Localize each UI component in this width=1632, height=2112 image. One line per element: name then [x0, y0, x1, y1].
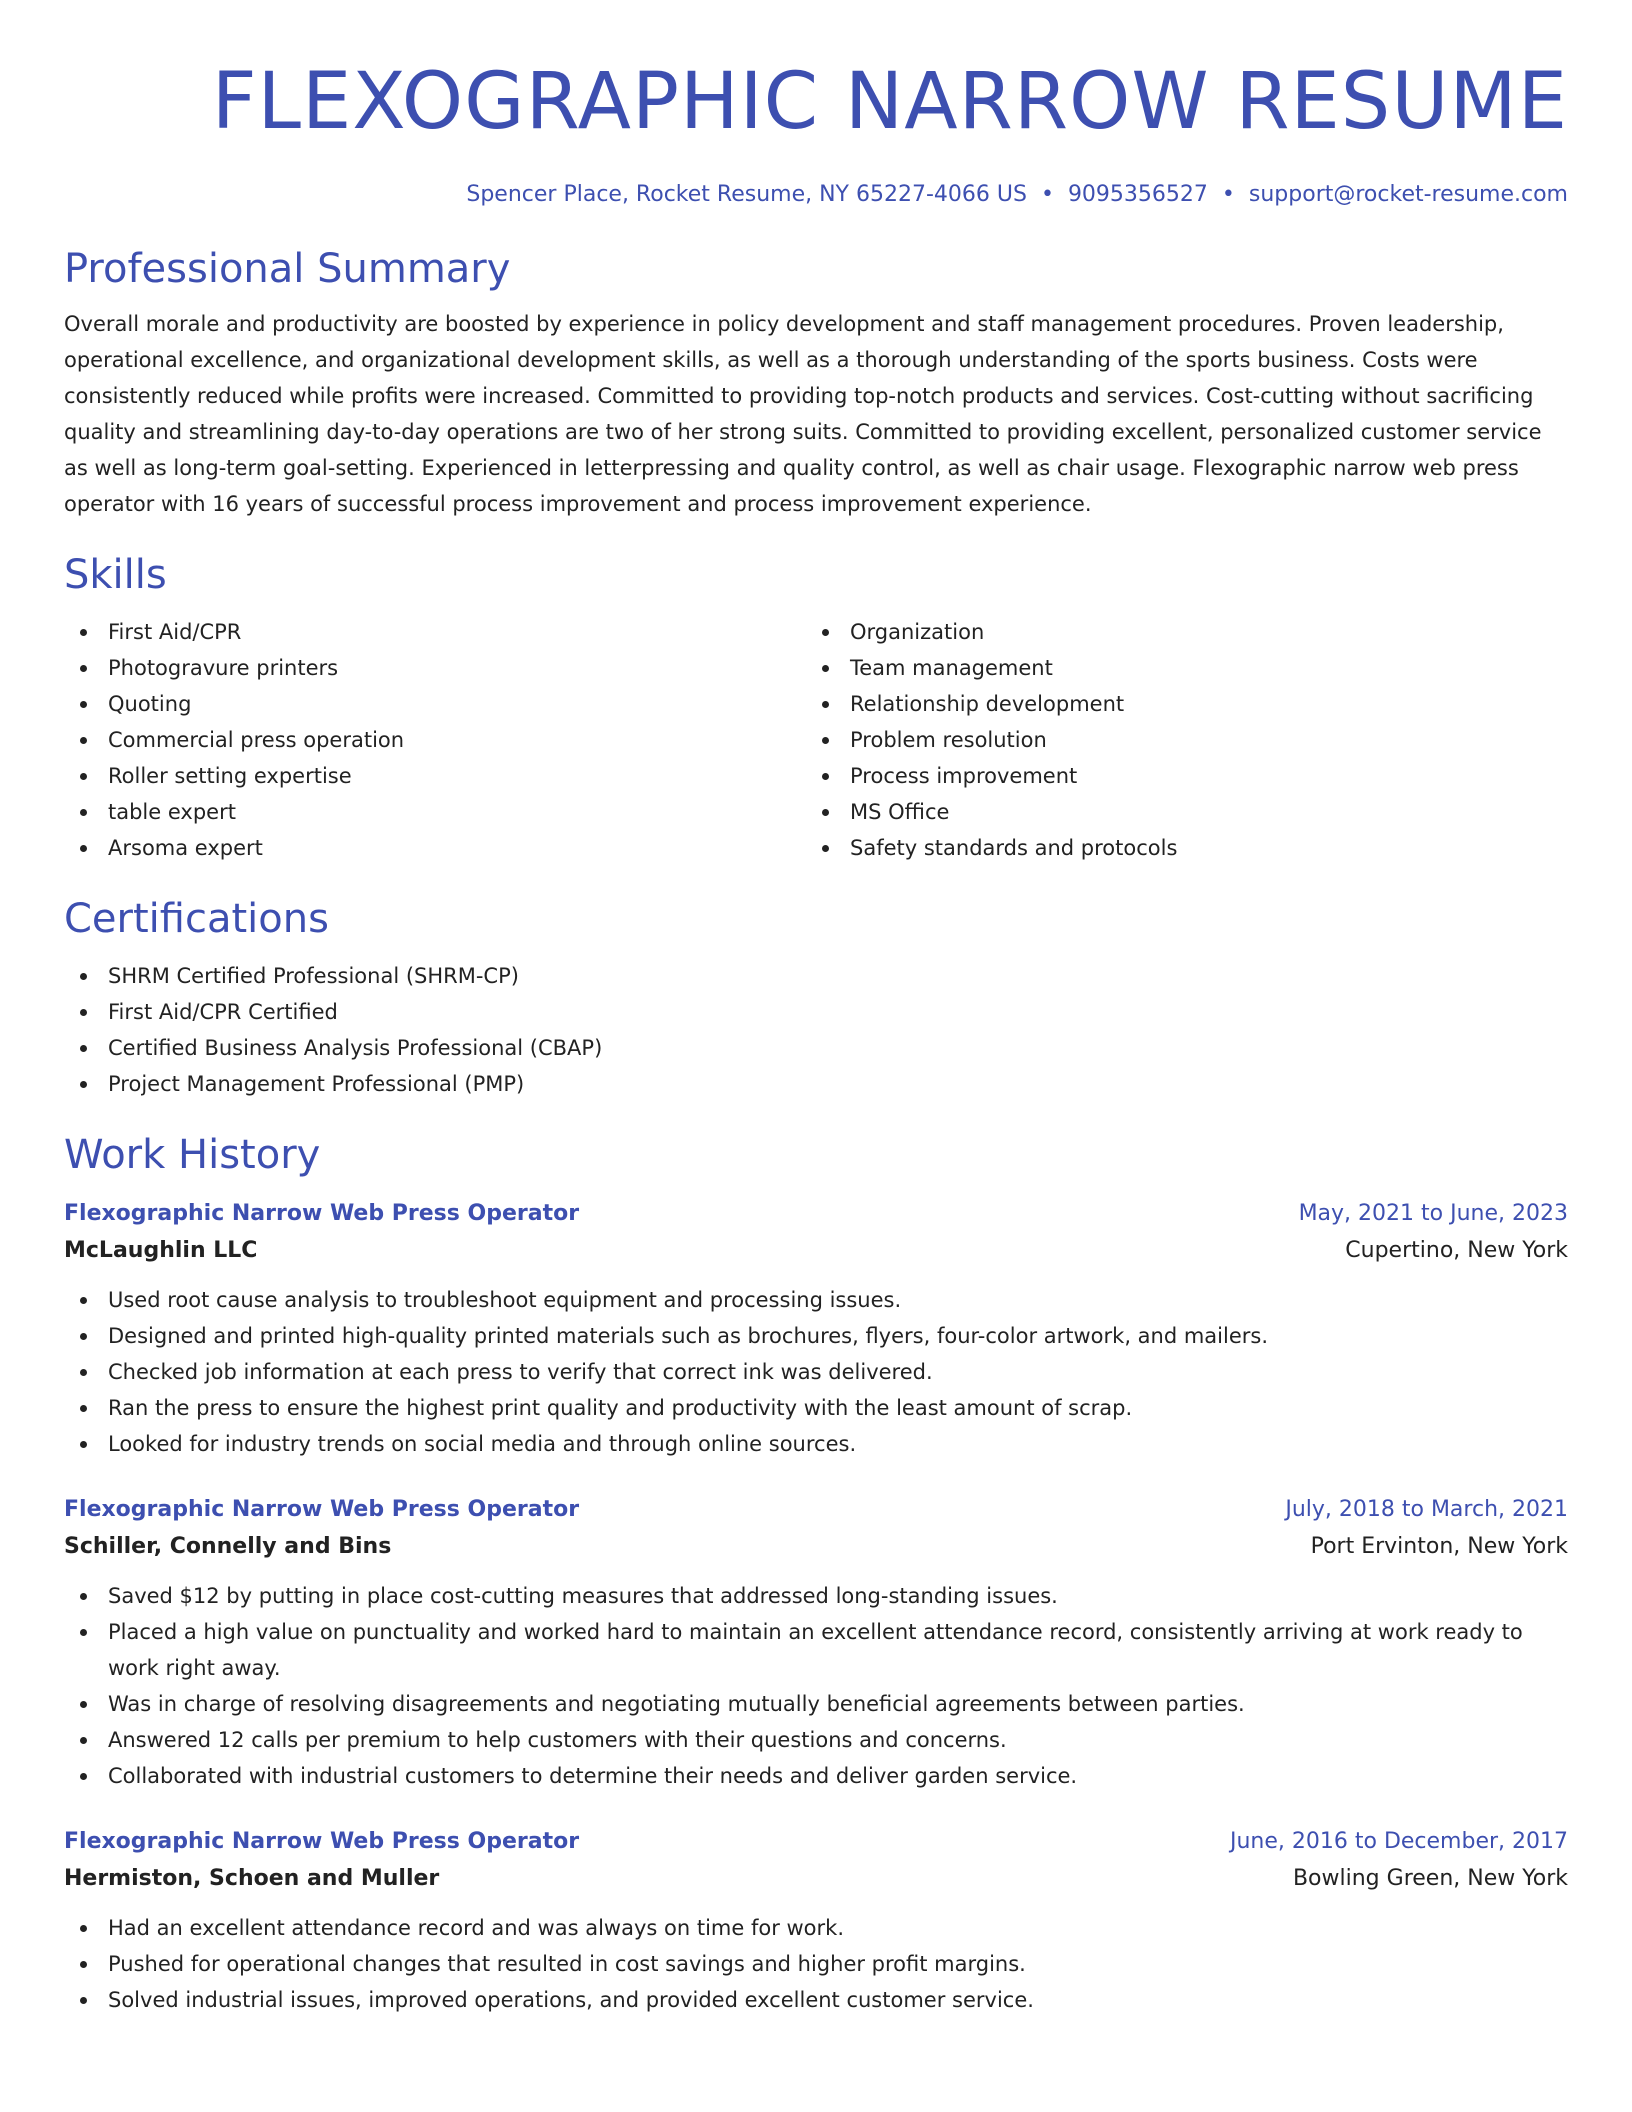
- contact-email[interactable]: support@rocket-resume.com: [1248, 182, 1568, 207]
- job-bullet: Checked job information at each press to verify that correct ink was delivered.: [64, 1354, 1568, 1390]
- skills-column-left: [64, 614, 806, 866]
- skills-heading: Skills: [64, 552, 167, 598]
- skill-item: Roller setting expertise: [64, 758, 806, 794]
- certification-item: Project Management Professional (PMP): [64, 1066, 1568, 1102]
- job-bullet: Was in charge of resolving disagreements and negotiating mutually beneficial agreements between parties.: [64, 1686, 1568, 1722]
- job-bullet: Saved $12 by putting in place cost-cutting measures that addressed long-standing issues.: [64, 1578, 1568, 1614]
- job-header-row: [64, 1196, 1568, 1232]
- skill-item: Commercial press operation: [64, 722, 806, 758]
- job-location: Bowling Green, New York: [1292, 1866, 1568, 1891]
- job-bullet: Looked for industry trends on social media and through online sources.: [64, 1426, 1568, 1462]
- job-dates: May, 2021 to June, 2023: [1298, 1201, 1568, 1226]
- skill-item: Process improvement: [806, 758, 1548, 794]
- job-entry: [64, 1824, 1568, 2018]
- job-bullet: Answered 12 calls per premium to help customers with their questions and concerns.: [64, 1722, 1568, 1758]
- job-entry: [64, 1492, 1568, 1794]
- job-location: Port Ervinton, New York: [1310, 1534, 1568, 1559]
- job-location: Cupertino, New York: [1345, 1238, 1568, 1263]
- skill-item: First Aid/CPR: [64, 614, 806, 650]
- job-bullet: Designed and printed high-quality printed materials such as brochures, flyers, four-color artwork, and mailers.: [64, 1318, 1568, 1354]
- contact-phone[interactable]: 9095356527: [1067, 182, 1208, 207]
- work-history-heading: Work History: [64, 1132, 321, 1178]
- resume-title: FLEXOGRAPHIC NARROW RESUME: [211, 57, 1568, 147]
- job-title: Flexographic Narrow Web Press Operator: [64, 1497, 580, 1522]
- job-company-row: [64, 1860, 1568, 1898]
- certifications-list: [64, 958, 1568, 1102]
- job-dates: July, 2018 to March, 2021: [1285, 1497, 1568, 1522]
- job-company-row: [64, 1528, 1568, 1566]
- skills-list-left: [64, 614, 806, 866]
- skill-item: Safety standards and protocols: [806, 830, 1548, 866]
- job-header-row: [64, 1492, 1568, 1528]
- contact-line: [64, 180, 1568, 210]
- job-company: McLaughlin LLC: [64, 1238, 258, 1263]
- certification-item: Certified Business Analysis Professional (CBAP): [64, 1030, 1568, 1066]
- skill-item: Quoting: [64, 686, 806, 722]
- job-bullet: Used root cause analysis to troubleshoot equipment and processing issues.: [64, 1282, 1568, 1318]
- certifications-section: [64, 894, 1568, 1102]
- job-title: Flexographic Narrow Web Press Operator: [64, 1829, 580, 1854]
- summary-text: Overall morale and productivity are boosted by experience in policy development and staff management procedures. Proven leadership, operational excellence, and organizational development skills, as well as a thorough understanding of the sports business. Costs were consistently reduced while profits were increased. Committed to providing top-notch products and services. Cost-cutting without sacrificing quality and streamlining day-to-day operations are two of her strong suits. Committed to providing excellent, personalized customer service as well as long-term goal-setting. Experienced in letterpressing and quality control, as well as chair usage. Flexographic narrow web press operator with 16 years of successful process improvement and process improvement experience.: [64, 312, 1542, 516]
- skills-list-right: [806, 614, 1548, 866]
- work-history-section: [64, 1130, 1568, 2018]
- resume-page: [64, 52, 1568, 2018]
- skill-item: Photogravure printers: [64, 650, 806, 686]
- job-bullets: [64, 1578, 1568, 1794]
- skill-item: MS Office: [806, 794, 1548, 830]
- job-company: Schiller, Connelly and Bins: [64, 1534, 392, 1559]
- skill-item: Team management: [806, 650, 1548, 686]
- job-company-row: [64, 1232, 1568, 1270]
- job-bullets: [64, 1910, 1568, 2018]
- certification-item: First Aid/CPR Certified: [64, 994, 1568, 1030]
- job-entry: [64, 1196, 1568, 1462]
- job-title: Flexographic Narrow Web Press Operator: [64, 1201, 580, 1226]
- job-bullet: Placed a high value on punctuality and worked hard to maintain an excellent attendance record, consistently arriving at work ready to work right away.: [64, 1614, 1568, 1686]
- job-bullet: Had an excellent attendance record and was always on time for work.: [64, 1910, 1568, 1946]
- skill-item: Relationship development: [806, 686, 1548, 722]
- job-company: Hermiston, Schoen and Muller: [64, 1866, 440, 1891]
- skill-item: Problem resolution: [806, 722, 1548, 758]
- certification-item: SHRM Certified Professional (SHRM-CP): [64, 958, 1568, 994]
- job-bullet: Collaborated with industrial customers to determine their needs and deliver garden service.: [64, 1758, 1568, 1794]
- skill-item: table expert: [64, 794, 806, 830]
- job-bullets: [64, 1282, 1568, 1462]
- skills-columns: [64, 614, 1568, 866]
- job-header-row: [64, 1824, 1568, 1860]
- job-bullet: Solved industrial issues, improved operations, and provided excellent customer service.: [64, 1982, 1568, 2018]
- summary-section: [64, 244, 1568, 522]
- summary-heading: Professional Summary: [64, 246, 511, 292]
- certifications-heading: Certifications: [64, 896, 329, 942]
- job-bullet: Pushed for operational changes that resulted in cost savings and higher profit margins.: [64, 1946, 1568, 1982]
- skills-section: [64, 550, 1568, 866]
- contact-separator: •: [1221, 182, 1235, 207]
- job-bullet: Ran the press to ensure the highest print quality and productivity with the least amount of scrap.: [64, 1390, 1568, 1426]
- job-dates: June, 2016 to December, 2017: [1229, 1829, 1568, 1854]
- contact-address: Spencer Place, Rocket Resume, NY 65227-4066 US: [466, 182, 1027, 207]
- skills-column-right: [806, 614, 1548, 866]
- contact-separator: •: [1040, 182, 1054, 207]
- skill-item: Arsoma expert: [64, 830, 806, 866]
- skill-item: Organization: [806, 614, 1548, 650]
